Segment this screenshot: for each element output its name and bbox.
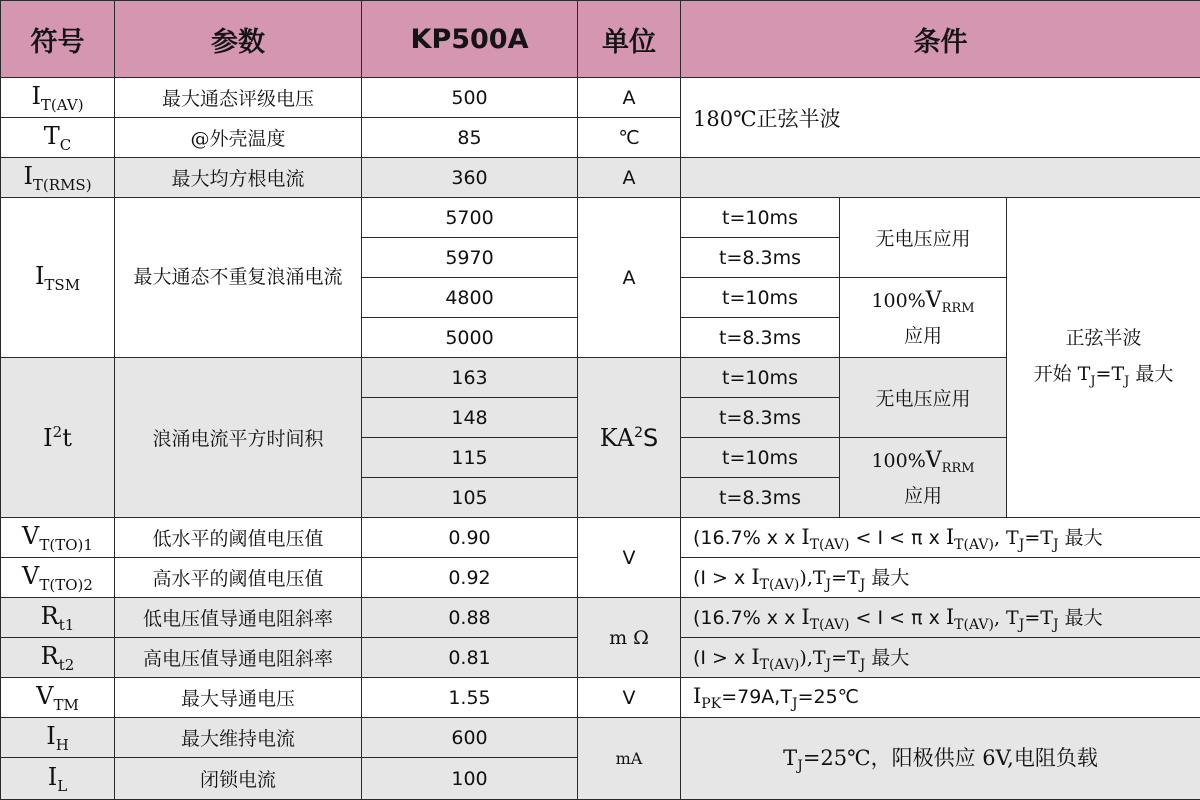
symbol-vtm: $V_{TM}$ [1,678,115,718]
table-row [1,518,1200,558]
value-il: 100 [362,758,578,800]
name-vtm: 最大导通电压 [115,678,362,718]
cond-no-voltage-1: 无电压应用 [840,198,1007,278]
symbol-itsm: $I_{TSM}$ [1,198,115,358]
value-itsm-1: 5700 [362,198,578,238]
value-itav: 500 [362,78,578,118]
header-row [1,1,1200,78]
table-row [1,678,1200,718]
unit-itsm: A [578,198,681,358]
value-i2t-2: 148 [362,398,578,438]
value-vto1: 0.90 [362,518,578,558]
name-ih: 最大维持电流 [115,718,362,758]
unit-ma: mA [578,718,681,800]
name-vto2: 高水平的阈值电压值 [115,558,362,598]
cond-vto2: (I > x $I_{T(AV)}),T_J=T_J$ 最大 [681,558,1200,598]
value-ih: 600 [362,718,578,758]
name-vto1: 低水平的阈值电压值 [115,518,362,558]
value-rt2: 0.81 [362,638,578,678]
name-rt2: 高电压值导通电阻斜率 [115,638,362,678]
time-5: t=10ms [681,358,840,398]
symbol-rt2: $R_{t2}$ [1,638,115,678]
value-itsm-4: 5000 [362,318,578,358]
cond-rrm-2: $100\%V_{RRM}$ 应用 [840,438,1007,518]
value-vto2: 0.92 [362,558,578,598]
value-i2t-3: 115 [362,438,578,478]
value-itsm-2: 5970 [362,238,578,278]
header-unit: 单位 [578,1,681,78]
symbol-rt1: $R_{t1}$ [1,598,115,638]
cond-rrm-1: $100\%V_{RRM}$ 应用 [840,278,1007,358]
time-1: t=10ms [681,198,840,238]
name-itav: 最大通态评级电压 [115,78,362,118]
header-condition: 条件 [681,1,1200,78]
name-rt1: 低电压值导通电阻斜率 [115,598,362,638]
name-il: 闭锁电流 [115,758,362,800]
cond-no-voltage-2: 无电压应用 [840,358,1007,438]
symbol-vto2: $V_{T(TO)2}$ [1,558,115,598]
unit-rt: m Ω [578,598,681,678]
value-itrms: 360 [362,158,578,198]
table-row [1,198,1200,238]
symbol-ih: $I_H$ [1,718,115,758]
symbol-tc: $T_C$ [1,118,115,158]
name-i2t: 浪涌电流平方时间积 [115,358,362,518]
symbol-i2t: $I^2t$ [1,358,115,518]
table-row [1,158,1200,198]
table-row [1,598,1200,638]
name-tc: @外壳温度 [115,118,362,158]
time-2: t=8.3ms [681,238,840,278]
time-3: t=10ms [681,278,840,318]
condition-180-sine: 180℃正弦半波 [681,78,1200,158]
cond-sine-start: 正弦半波 开始 $T_J=T_J$ 最大 [1007,198,1200,518]
header-model: KP500A [362,1,578,78]
unit-vto: V [578,518,681,598]
header-symbol: 符号 [1,1,115,78]
cond-rt1: (16.7% x x $I_{T(AV)} < I < \pi$ x $I_{T(AV)}$, $T_J=T_J$ 最大 [681,598,1200,638]
cond-vto1: (16.7% x x $I_{T(AV)} < I < \pi$ x $I_{T(AV)}$, $T_J=T_J$ 最大 [681,518,1200,558]
value-itsm-3: 4800 [362,278,578,318]
symbol-itav: $I_{T(AV)}$ [1,78,115,118]
symbol-il: $I_L$ [1,758,115,800]
unit-itav: A [578,78,681,118]
time-4: t=8.3ms [681,318,840,358]
unit-i2t: $KA^2S$ [578,358,681,518]
value-i2t-1: 163 [362,358,578,398]
value-rt1: 0.88 [362,598,578,638]
time-7: t=10ms [681,438,840,478]
condition-itrms-empty [681,158,1200,198]
value-tc: 85 [362,118,578,158]
table-row [1,718,1200,758]
time-6: t=8.3ms [681,398,840,438]
unit-tc: ℃ [578,118,681,158]
value-vtm: 1.55 [362,678,578,718]
unit-itrms: A [578,158,681,198]
cond-vtm: $I_{PK}=79A,T_J=25℃$ [681,678,1200,718]
cond-rt2: (I > x $I_{T(AV)}),T_J=T_J$ 最大 [681,638,1200,678]
name-itrms: 最大均方根电流 [115,158,362,198]
name-itsm: 最大通态不重复浪涌电流 [115,198,362,358]
cond-ih: $T_J=25℃$，阳极供应 6V,电阻负载 [681,718,1200,800]
header-parameter: 参数 [115,1,362,78]
value-i2t-4: 105 [362,478,578,518]
unit-vtm: V [578,678,681,718]
symbol-vto1: $V_{T(TO)1}$ [1,518,115,558]
time-8: t=8.3ms [681,478,840,518]
table-row [1,78,1200,118]
symbol-itrms: $I_{T(RMS)}$ [1,158,115,198]
